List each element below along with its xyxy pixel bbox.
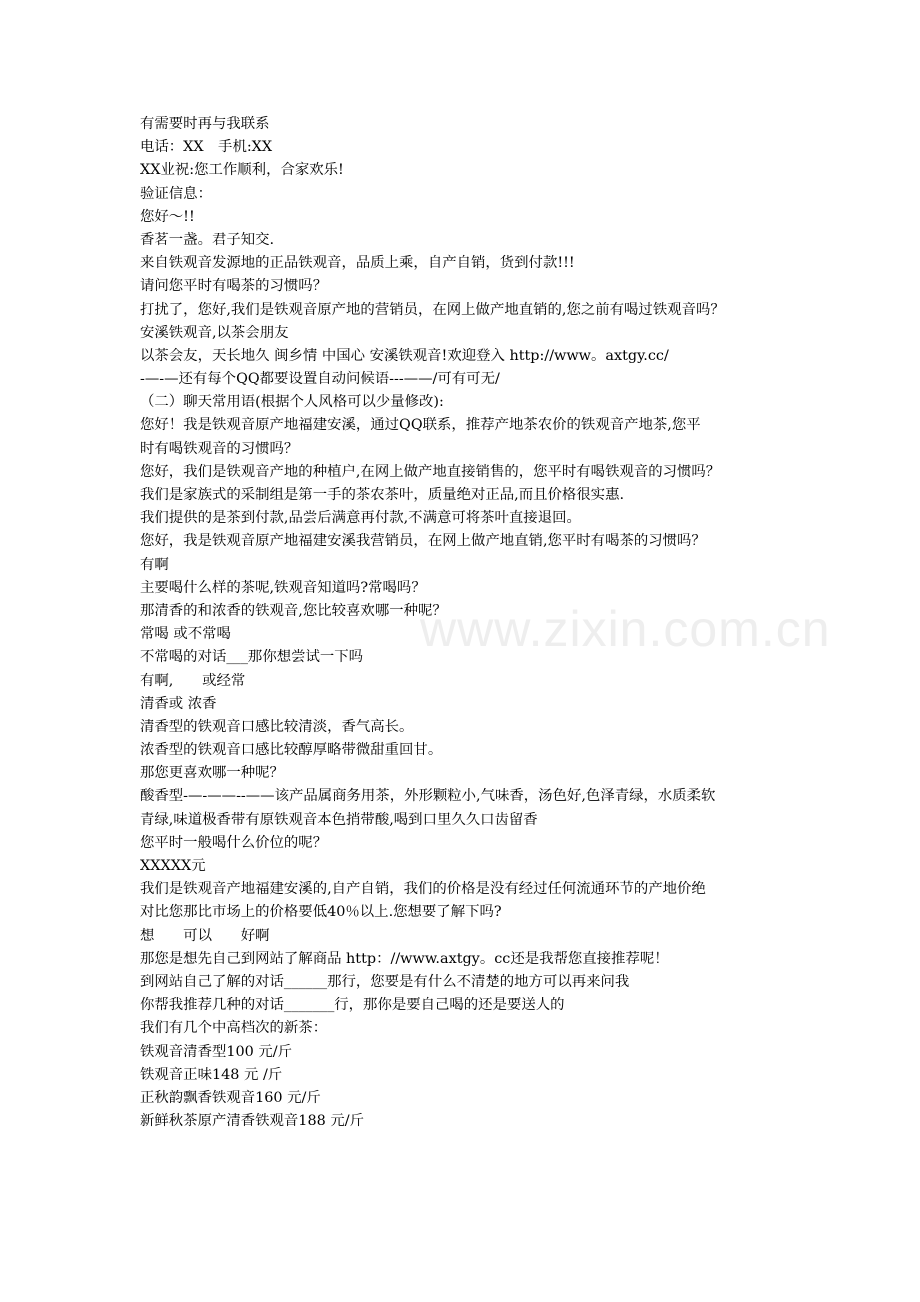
text-line: 那您更喜欢哪一种呢？ (140, 765, 284, 782)
text-line: XXXXX元 (140, 858, 206, 874)
text-line: 铁观音清香型100 元/斤 (140, 1043, 293, 1060)
text-line: 有需要时再与我联系 (140, 116, 270, 132)
text-line: 我们有几个中高档次的新茶： (140, 1020, 328, 1037)
text-line: 常喝 或不常喝 (140, 626, 231, 643)
text-line: 有啊 (140, 556, 169, 573)
text-line: 你帮我推荐几种的对话_______行，那你是要自己喝的还是要送人的 (140, 997, 565, 1014)
text-line: 青绿,味道极香带有原铁观音本色捎带酸,喝到口里久久口齿留香 (140, 811, 538, 828)
text-line: 铁观音正味148 元 /斤 (140, 1066, 283, 1083)
text-line: 浓香型的铁观音口感比较醇厚略带微甜重回甘。 (140, 742, 443, 759)
text-line: 我们提供的是茶到付款,品尝后满意再付款,不满意可将茶叶直接退回。 (140, 510, 581, 527)
text-line: （二）聊天常用语(根据个人风格可以少量修改): (140, 394, 444, 411)
text-line: 对比您那比市场上的价格要低40％以上.您想要了解下吗? (140, 904, 502, 921)
text-line: 您好，我们是铁观音产地的种植户,在网上做产地直接销售的，您平时有喝铁观音的习惯吗？ (140, 463, 721, 480)
text-line: 清香型的铁观音口感比较清淡，香气高长。 (140, 718, 414, 735)
text-line: XX业祝:您工作顺利，合家欢乐! (140, 162, 344, 179)
text-line: 不常喝的对话___那你想尝试一下吗 (140, 649, 364, 666)
text-line: 您好～!! (140, 208, 195, 225)
text-line: 那清香的和浓香的铁观音,您比较喜欢哪一种呢？ (140, 602, 447, 619)
text-line: 到网站自己了解的对话______那行，您要是有什么不清楚的地方可以再来问我 (140, 973, 630, 990)
text-line: 主要喝什么样的茶呢,铁观音知道吗?常喝吗？ (140, 579, 426, 596)
text-line: 有啊, 或经常 (140, 672, 246, 689)
text-line: 验证信息： (140, 185, 212, 202)
text-line: 时有喝铁观音的习惯吗？ (140, 440, 299, 457)
text-line: 安溪铁观音,以茶会朋友 (140, 324, 289, 341)
text-line: 您好，我是铁观音原产地福建安溪我营销员，在网上做产地直销,您平时有喝茶的习惯吗？ (140, 533, 706, 550)
text-line: 酸香型-—-——--——该产品属商务用茶，外形颗粒小,气味香，汤色好,色泽青绿，水质柔软 (140, 788, 716, 805)
text-line: 您平时一般喝什么价位的呢？ (140, 834, 328, 851)
text-line: 我们是铁观音产地福建安溪的,自产自销，我们的价格是没有经过任何流通环节的产地价绝 (140, 881, 706, 898)
text-line: 请问您平时有喝茶的习惯吗？ (140, 278, 328, 295)
text-line: 那您是想先自己到网站了解商品 http：//www.axtgy。cc还是我帮您直接推荐呢！ (140, 950, 669, 967)
text-line: -—-—还有每个QQ都要设置自动问候语---——/可有可无/ (140, 371, 500, 388)
text-line: 以茶会友，天长地久 闽乡情 中国心 安溪铁观音!欢迎登入 http://www。axtgy.cc/ (140, 347, 669, 364)
watermark: www.zixin.com.cn (420, 601, 831, 657)
text-line: 电话：XX 手机:XX (140, 139, 273, 156)
text-line: 想 可以 好啊 (140, 927, 270, 944)
text-line: 正秋韵飘香铁观音160 元/斤 (140, 1089, 321, 1106)
text-line: 清香或 浓香 (140, 695, 217, 712)
text-line: 香茗一盏。君子知交. (140, 231, 275, 248)
text-line: 打扰了，您好,我们是铁观音原产地的营销员，在网上做产地直销的,您之前有喝过铁观音吗？ (140, 301, 725, 318)
text-line: 新鲜秋茶原产清香铁观音188 元/斤 (140, 1113, 364, 1130)
text-line: 我们是家族式的采制组是第一手的茶农茶叶，质量绝对正品,而且价格很实惠. (140, 487, 625, 503)
text-line: 来自铁观音发源地的正品铁观音，品质上乘，自产自销，货到付款!!! (140, 255, 575, 272)
text-line: 您好！我是铁观音原产地福建安溪，通过QQ联系，推荐产地茶农价的铁观音产地茶,您平 (140, 417, 701, 434)
document-body (140, 113, 800, 1133)
